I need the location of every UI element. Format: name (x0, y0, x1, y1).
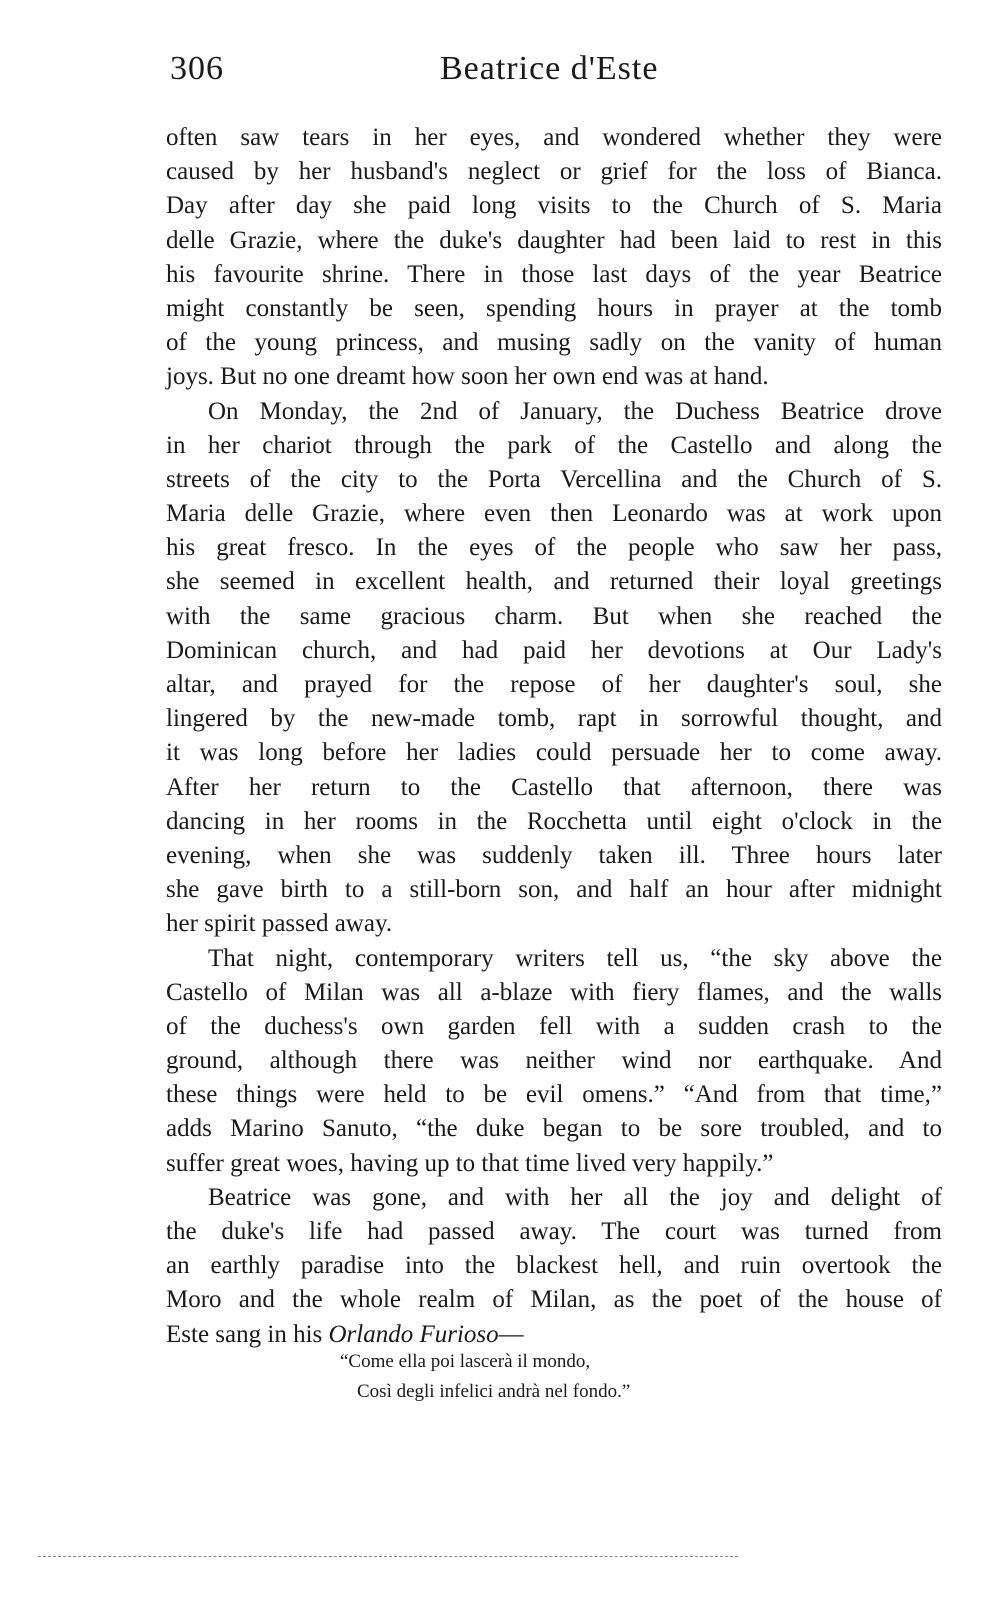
text-line: Moro and the whole realm of Milan, as the poet of the house of (166, 1286, 942, 1314)
text-line: dancing in her rooms in the Rocchetta until eight o'clock in the (166, 807, 942, 835)
text-line: in her chariot through the park of the Castello and along the (166, 431, 942, 459)
text-line: delle Grazie, where the duke's daughter had been laid to rest in this (166, 226, 942, 254)
text-line: Maria delle Grazie, where even then Leonardo was at work upon (166, 500, 942, 528)
work-title-italic: Orlando Furioso (328, 1320, 499, 1348)
page-header (170, 50, 950, 100)
text-line: might constantly be seen, spending hours in prayer at the tomb (166, 294, 942, 322)
running-title: Beatrice d'Este (440, 50, 659, 87)
text-line: Beatrice was gone, and with her all the joy and delight of (208, 1183, 942, 1211)
text-line: Dominican church, and had paid her devotions at Our Lady's (166, 636, 942, 664)
text-line: often saw tears in her eyes, and wondered whether they were (166, 124, 942, 151)
text-line: she gave birth to a still-born son, and half an hour after midnight (166, 876, 942, 904)
text-run: — (498, 1320, 524, 1348)
text-line: altar, and prayed for the repose of her daughter's soul, she (166, 671, 942, 698)
text-line: an earthly paradise into the blackest hell, and ruin overtook the (166, 1252, 942, 1280)
page-number: 306 (170, 50, 224, 87)
text-line: her spirit passed away. (166, 910, 393, 938)
text-line: Day after day she paid long visits to the Church of S. Maria (166, 192, 942, 220)
text-line: of the duchess's own garden fell with a sudden crash to the (166, 1012, 942, 1040)
text-line: his favourite shrine. There in those last days of the year Beatrice (166, 260, 942, 288)
text-line: it was long before her ladies could persuade her to come away. (166, 739, 942, 767)
text-line: his great fresco. In the eyes of the people who saw her pass, (166, 534, 942, 562)
text-line: joys. But no one dreamt how soon her own end was at hand. (166, 363, 769, 391)
verse-line: Così degli infelici andrà nel fondo.” (357, 1381, 631, 1402)
text-line: streets of the city to the Porta Vercellina and the Church of S. (166, 465, 942, 493)
paragraph (166, 121, 942, 395)
paragraph (166, 1181, 942, 1352)
bottom-scan-rule (38, 1556, 738, 1559)
text-line: That night, contemporary writers tell us, “the sky above the (208, 944, 942, 972)
text-line: of the young princess, and musing sadly on the vanity of human (166, 329, 942, 357)
text-line: On Monday, the 2nd of January, the Duchess Beatrice drove (208, 397, 942, 425)
text-line: After her return to the Castello that afternoon, there was (166, 773, 942, 801)
text-line: the duke's life had passed away. The court was turned from (166, 1218, 942, 1245)
text-line: these things were held to be evil omens.” “And from that time,” (166, 1081, 942, 1109)
text-line: Castello of Milan was all a-blaze with fiery flames, and the walls (166, 978, 942, 1006)
text-line: suffer great woes, having up to that time lived very happily.” (166, 1149, 774, 1177)
verse-quotation (340, 1347, 760, 1407)
text-line: lingered by the new-made tomb, rapt in sorrowful thought, and (166, 705, 942, 733)
text-line: with the same gracious charm. But when she reached the (166, 602, 942, 630)
text-line: she seemed in excellent health, and returned their loyal greetings (166, 568, 942, 596)
text-line: caused by her husband's neglect or grief for the loss of Bianca. (166, 158, 942, 186)
paragraph (166, 942, 942, 1181)
text-run: Este sang in his (166, 1320, 329, 1348)
verse-line: “Come ella poi lascerà il mondo, (340, 1351, 591, 1372)
text-line: adds Marino Sanuto, “the duke began to be sore troubled, and to (166, 1115, 942, 1143)
text-line: ground, although there was neither wind nor earthquake. And (166, 1047, 942, 1075)
body-text (166, 121, 942, 1352)
paragraph (166, 395, 942, 942)
text-line: evening, when she was suddenly taken ill. Three hours later (166, 841, 942, 869)
